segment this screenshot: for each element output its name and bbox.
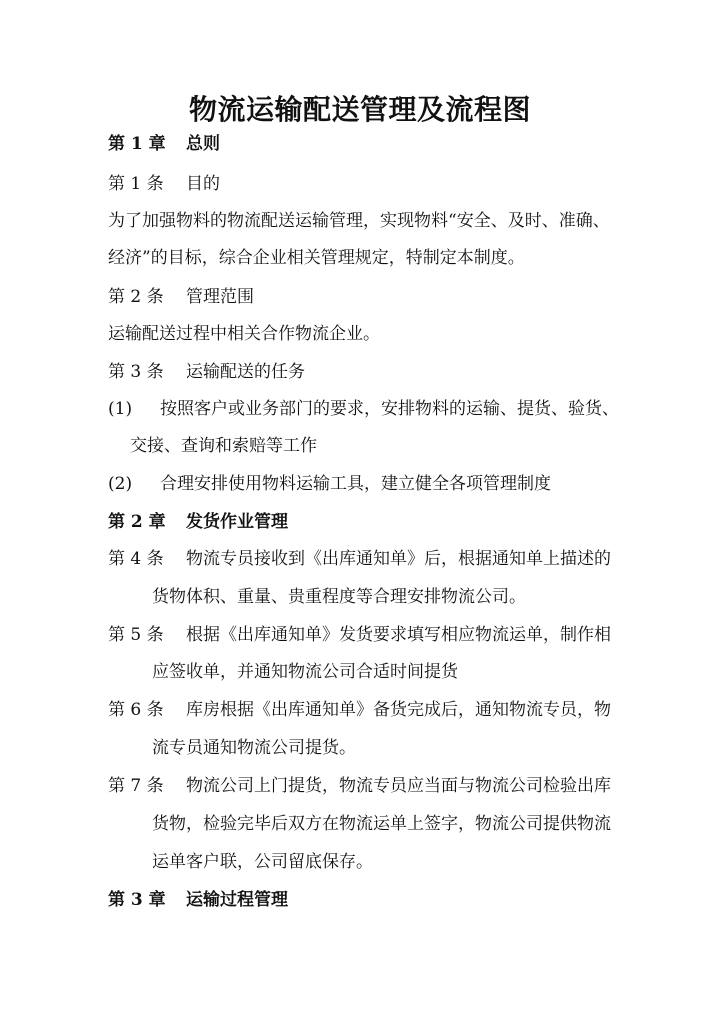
article-3-heading [108, 361, 305, 383]
task-number: (2) [108, 474, 133, 494]
article-1-text-line-1: 为了加强物料的物流配送运输管理，实现物料“安全、及时、准确、 [108, 211, 610, 231]
task-1-line-1 [108, 398, 619, 420]
article-1-text-line-2: 经济”的目标，综合企业相关管理规定，特制定本制度。 [108, 248, 525, 268]
article-2-heading [108, 286, 254, 308]
article-label: 第 2 条 [108, 287, 164, 307]
chapter-1-heading [108, 133, 220, 155]
article-title: 管理范围 [186, 287, 254, 307]
chapter-title: 运输过程管理 [186, 890, 288, 910]
article-1-heading [108, 173, 220, 195]
document-title: 物流运输配送管理及流程图 [188, 93, 531, 126]
article-label: 第 7 条 [108, 776, 164, 796]
chapter-label: 第 1 章 [108, 134, 166, 154]
article-4-line-1 [108, 548, 611, 570]
task-text: 合理安排使用物料运输工具，建立健全各项管理制度 [160, 474, 551, 494]
chapter-label: 第 3 章 [108, 890, 166, 910]
task-2-line-1 [108, 473, 551, 495]
task-1-line-2: 交接、查询和索赔等工作 [130, 436, 317, 456]
chapter-2-heading [108, 511, 288, 533]
chapter-label: 第 2 章 [108, 512, 166, 532]
article-text: 库房根据《出库通知单》备货完成后，通知物流专员，物 [186, 700, 611, 720]
article-5-line-2: 应签收单，并通知物流公司合适时间提货 [152, 662, 458, 682]
article-5-line-1 [108, 624, 611, 646]
article-6-line-1 [108, 699, 611, 721]
article-text: 物流公司上门提货，物流专员应当面与物流公司检验出库 [186, 776, 611, 796]
article-6-line-2: 流专员通知物流公司提货。 [152, 738, 356, 758]
article-4-line-2: 货物体积、重量、贵重程度等合理安排物流公司。 [152, 587, 526, 607]
article-label: 第 1 条 [108, 174, 164, 194]
article-title: 运输配送的任务 [186, 362, 305, 382]
article-text: 根据《出库通知单》发货要求填写相应物流运单，制作相 [186, 625, 611, 645]
article-2-text: 运输配送过程中相关合作物流企业。 [108, 324, 380, 344]
chapter-3-heading [108, 889, 288, 911]
article-7-line-2: 货物，检验完毕后双方在物流运单上签字，物流公司提供物流 [152, 814, 611, 834]
task-text: 按照客户或业务部门的要求，安排物料的运输、提货、验货、 [160, 399, 619, 419]
chapter-title: 总则 [186, 134, 220, 154]
article-label: 第 5 条 [108, 625, 164, 645]
chapter-title: 发货作业管理 [186, 512, 288, 532]
article-label: 第 6 条 [108, 700, 164, 720]
article-7-line-1 [108, 775, 611, 797]
article-title: 目的 [186, 174, 220, 194]
article-label: 第 4 条 [108, 549, 164, 569]
task-number: (1) [108, 399, 133, 419]
article-label: 第 3 条 [108, 362, 164, 382]
article-text: 物流专员接收到《出库通知单》后，根据通知单上描述的 [186, 549, 611, 569]
article-7-line-3: 运单客户联，公司留底保存。 [152, 852, 373, 872]
